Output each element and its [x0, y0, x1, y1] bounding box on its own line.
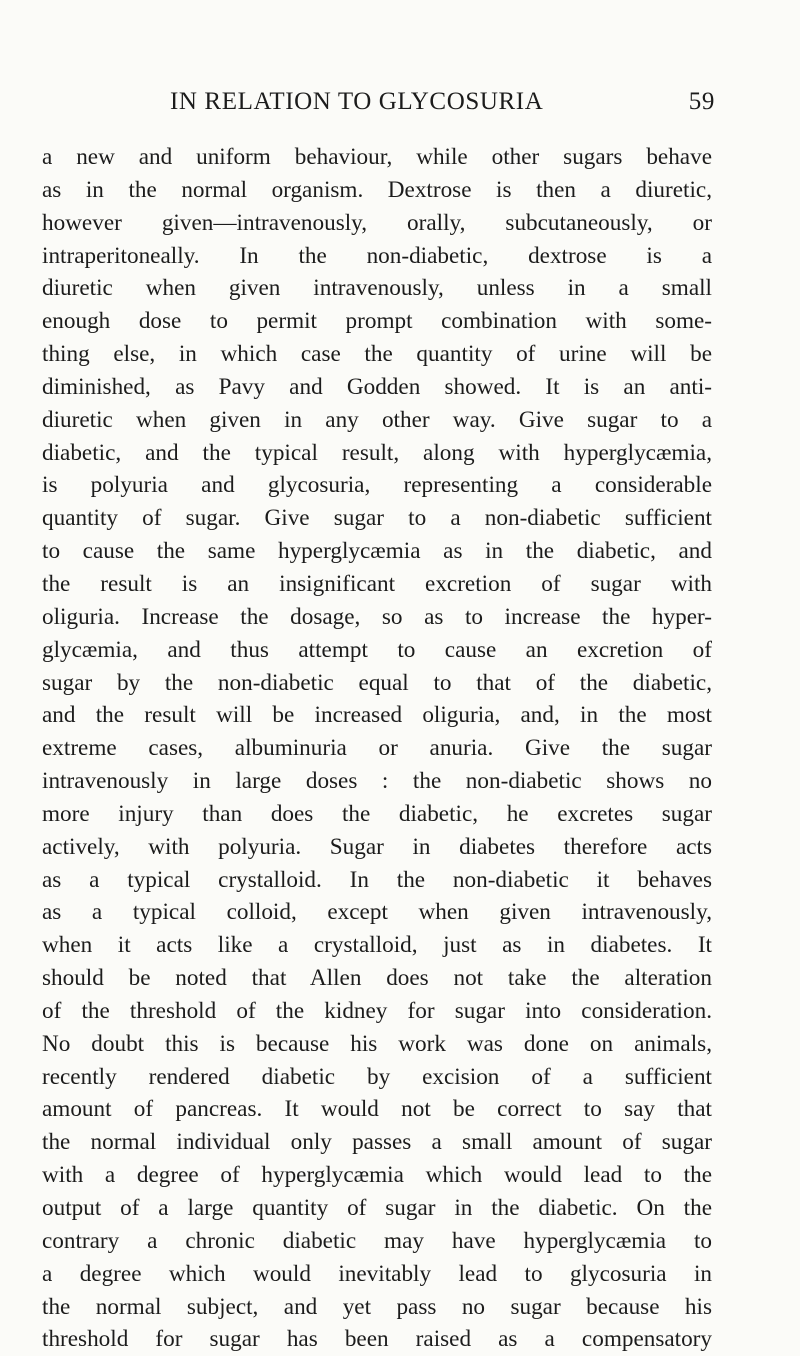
text-line: diuretic when given in any other way. Give sugar to a [42, 406, 712, 433]
text-line: diabetic, and the typical result, along with hyperglycæmia, [42, 439, 712, 466]
text-line: thing else, in which case the quantity of urine will be [42, 341, 712, 368]
text-line: as a typical colloid, except when given intravenously, [42, 899, 712, 926]
text-line: No doubt this is because his work was done on animals, [42, 1030, 712, 1057]
page-number: 59 [688, 88, 715, 115]
text-line: when it acts like a crystalloid, just as in diabetes. It [42, 932, 712, 959]
text-line: to cause the same hyperglycæmia as in the diabetic, and [42, 538, 712, 565]
body-text [42, 141, 712, 1356]
running-title: IN RELATION TO GLYCOSURIA [170, 88, 544, 115]
text-line: diuretic when given intravenously, unless in a small [42, 275, 712, 302]
text-line: amount of pancreas. It would not be correct to say that [42, 1096, 712, 1123]
text-line: as a typical crystalloid. In the non-diabetic it behaves [42, 866, 712, 893]
text-line: as in the normal organism. Dextrose is then a diuretic, [42, 176, 712, 203]
text-line: is polyuria and glycosuria, representing a considerable [42, 472, 712, 499]
text-line: the result is an insignificant excretion of sugar with [42, 570, 712, 597]
text-line: recently rendered diabetic by excision of a sufficient [42, 1063, 712, 1090]
text-line: the normal subject, and yet pass no sugar because his [42, 1293, 712, 1320]
text-line: the normal individual only passes a small amount of sugar [42, 1129, 712, 1156]
text-line: with a degree of hyperglycæmia which would lead to the [42, 1162, 712, 1189]
running-head [170, 82, 715, 122]
text-line: should be noted that Allen does not take the alteration [42, 965, 712, 992]
text-line: glycæmia, and thus attempt to cause an excretion of [42, 636, 712, 663]
text-line: contrary a chronic diabetic may have hyperglycæmia to [42, 1227, 712, 1254]
text-line: and the result will be increased oliguria, and, in the most [42, 702, 712, 729]
text-line: enough dose to permit prompt combination with some- [42, 308, 712, 335]
text-line: quantity of sugar. Give sugar to a non-diabetic sufficient [42, 505, 712, 532]
text-line: oliguria. Increase the dosage, so as to increase the hyper- [42, 603, 712, 630]
text-line: diminished, as Pavy and Godden showed. It is an anti- [42, 373, 712, 400]
text-line: of the threshold of the kidney for sugar into consideration. [42, 997, 712, 1024]
text-line: a degree which would inevitably lead to glycosuria in [42, 1260, 712, 1287]
text-line: extreme cases, albuminuria or anuria. Give the sugar [42, 735, 712, 762]
text-line: output of a large quantity of sugar in the diabetic. On the [42, 1195, 712, 1221]
text-line: more injury than does the diabetic, he excretes sugar [42, 800, 712, 827]
text-line: threshold for sugar has been raised as a compensatory [42, 1326, 712, 1353]
text-line: sugar by the non-diabetic equal to that of the diabetic, [42, 669, 712, 696]
text-line: actively, with polyuria. Sugar in diabetes therefore acts [42, 833, 712, 860]
text-line: intravenously in large doses : the non-diabetic shows no [42, 768, 712, 795]
text-line: intraperitoneally. In the non-diabetic, dextrose is a [42, 242, 712, 269]
text-line: however given—intravenously, orally, subcutaneously, or [42, 209, 712, 236]
text-line: a new and uniform behaviour, while other sugars behave [42, 144, 712, 170]
